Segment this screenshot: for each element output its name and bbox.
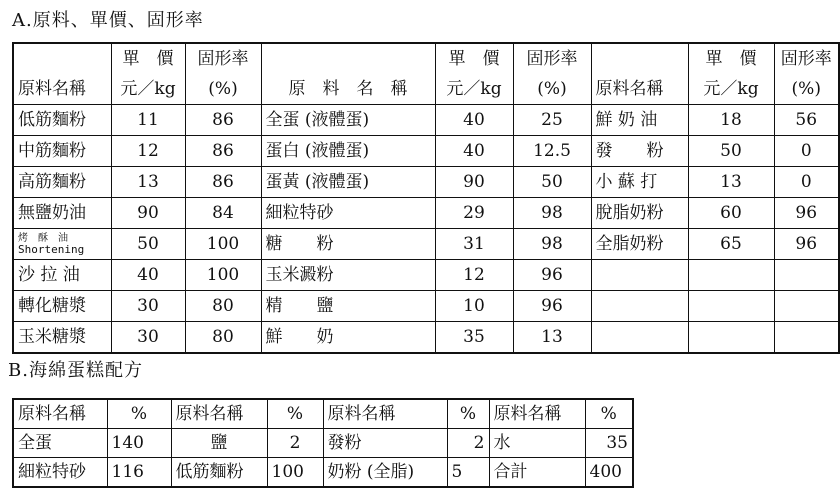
empty-cell — [774, 260, 839, 291]
pct-header: % — [107, 399, 171, 429]
table-row — [13, 105, 839, 136]
solid-cell: 12.5 — [513, 136, 591, 167]
price-cell: 90 — [111, 198, 185, 229]
ingredient-name: 發 粉 — [591, 136, 688, 167]
recipe-pct: 140 — [107, 429, 171, 458]
recipe-ingredient: 鹽 — [171, 429, 267, 458]
recipe-ingredient: 低筋麵粉 — [171, 458, 267, 488]
section-b-title: B.海綿蛋糕配方 — [8, 360, 143, 381]
ingredient-name: 糖 粉 — [261, 229, 435, 260]
solid-cell: 56 — [774, 105, 839, 136]
solid-cell: 100 — [185, 260, 261, 291]
header-row-bottom — [13, 74, 839, 105]
solid-cell: 96 — [513, 291, 591, 322]
ingredient-name: 蛋白 (液體蛋) — [261, 136, 435, 167]
solid-cell: 86 — [185, 136, 261, 167]
ingredient-name — [13, 229, 111, 260]
solid-header: 固形率 — [774, 43, 839, 74]
price-cell: 60 — [688, 198, 774, 229]
table-row — [13, 198, 839, 229]
recipe-pct: 2 — [267, 429, 323, 458]
recipe-pct: 5 — [447, 458, 489, 488]
price-unit-header: 元／kg — [111, 74, 185, 105]
solid-header: 固形率 — [185, 43, 261, 74]
solid-cell: 80 — [185, 291, 261, 322]
recipe-ingredient: 全蛋 — [13, 429, 107, 458]
solid-cell: 50 — [513, 167, 591, 198]
solid-cell: 86 — [185, 105, 261, 136]
ingredient-name: 全蛋 (液體蛋) — [261, 105, 435, 136]
name-header: 原料名稱 — [323, 399, 447, 429]
price-cell: 65 — [688, 229, 774, 260]
price-cell: 50 — [688, 136, 774, 167]
ingredient-name: 鮮 奶 — [261, 322, 435, 354]
name-header: 原料名稱 — [13, 74, 111, 105]
solid-cell: 86 — [185, 167, 261, 198]
header-blank — [261, 43, 435, 74]
price-cell: 29 — [435, 198, 513, 229]
solid-cell: 98 — [513, 229, 591, 260]
price-cell: 90 — [435, 167, 513, 198]
empty-cell — [591, 291, 688, 322]
pct-header: % — [585, 399, 633, 429]
header-row-top — [13, 43, 839, 74]
empty-cell — [774, 291, 839, 322]
solid-cell: 25 — [513, 105, 591, 136]
solid-cell: 98 — [513, 198, 591, 229]
ingredient-name: 無鹽奶油 — [13, 198, 111, 229]
empty-cell — [591, 260, 688, 291]
recipe-ingredient: 合計 — [489, 458, 585, 488]
price-cell: 12 — [111, 136, 185, 167]
solid-cell: 96 — [774, 198, 839, 229]
recipe-pct: 35 — [585, 429, 633, 458]
name-header: 原料名稱 — [171, 399, 267, 429]
solid-unit-header: (%) — [513, 74, 591, 105]
price-cell: 13 — [688, 167, 774, 198]
price-cell: 30 — [111, 322, 185, 354]
ingredient-name: 鮮 奶 油 — [591, 105, 688, 136]
name-header: 原料名稱 — [591, 74, 688, 105]
price-cell: 11 — [111, 105, 185, 136]
solid-cell: 84 — [185, 198, 261, 229]
header-blank — [13, 43, 111, 74]
empty-cell — [591, 322, 688, 354]
pct-header: % — [267, 399, 323, 429]
ingredient-name-en: Shortening — [18, 242, 85, 256]
ingredient-name: 沙 拉 油 — [13, 260, 111, 291]
name-header: 原料名稱 — [489, 399, 585, 429]
price-cell: 30 — [111, 291, 185, 322]
price-cell: 13 — [111, 167, 185, 198]
ingredient-name: 精 鹽 — [261, 291, 435, 322]
solid-cell: 96 — [513, 260, 591, 291]
recipe-row — [13, 458, 633, 488]
price-header: 單 價 — [111, 43, 185, 74]
price-cell: 10 — [435, 291, 513, 322]
solid-cell: 13 — [513, 322, 591, 354]
recipe-header-row — [13, 399, 633, 429]
price-unit-header: 元／kg — [688, 74, 774, 105]
name-header: 原料名稱 — [13, 399, 107, 429]
empty-cell — [688, 291, 774, 322]
name-header: 原 料 名 稱 — [261, 74, 435, 105]
ingredient-name: 低筋麵粉 — [13, 105, 111, 136]
empty-cell — [774, 322, 839, 354]
table-row — [13, 167, 839, 198]
price-cell: 40 — [111, 260, 185, 291]
solid-unit-header: (%) — [185, 74, 261, 105]
recipe-pct: 116 — [107, 458, 171, 488]
ingredient-name: 中筋麵粉 — [13, 136, 111, 167]
ingredient-price-table — [12, 42, 840, 354]
ingredient-name: 轉化糖漿 — [13, 291, 111, 322]
recipe-ingredient: 細粒特砂 — [13, 458, 107, 488]
solid-cell: 0 — [774, 136, 839, 167]
price-cell: 50 — [111, 229, 185, 260]
table-row — [13, 291, 839, 322]
price-cell: 18 — [688, 105, 774, 136]
ingredient-name-cn: 烤 酥 油 — [18, 232, 68, 244]
price-header: 單 價 — [688, 43, 774, 74]
price-cell: 12 — [435, 260, 513, 291]
solid-unit-header: (%) — [774, 74, 839, 105]
price-cell: 40 — [435, 105, 513, 136]
section-a-title: A.原料、單價、固形率 — [12, 10, 204, 31]
recipe-ingredient: 發粉 — [323, 429, 447, 458]
empty-cell — [688, 260, 774, 291]
recipe-pct: 100 — [267, 458, 323, 488]
sponge-cake-recipe-table — [12, 398, 634, 488]
ingredient-name: 蛋黃 (液體蛋) — [261, 167, 435, 198]
table-row — [13, 136, 839, 167]
recipe-pct: 400 — [585, 458, 633, 488]
ingredient-name: 高筋麵粉 — [13, 167, 111, 198]
solid-header: 固形率 — [513, 43, 591, 74]
ingredient-name: 全脂奶粉 — [591, 229, 688, 260]
ingredient-name: 玉米糖漿 — [13, 322, 111, 354]
recipe-ingredient: 奶粉 (全脂) — [323, 458, 447, 488]
table-row — [13, 260, 839, 291]
price-header: 單 價 — [435, 43, 513, 74]
ingredient-name: 小 蘇 打 — [591, 167, 688, 198]
price-unit-header: 元／kg — [435, 74, 513, 105]
table-row — [13, 229, 839, 260]
pct-header: % — [447, 399, 489, 429]
price-cell: 35 — [435, 322, 513, 354]
price-cell: 31 — [435, 229, 513, 260]
header-blank — [591, 43, 688, 74]
solid-cell: 96 — [774, 229, 839, 260]
table-row — [13, 322, 839, 354]
solid-cell: 0 — [774, 167, 839, 198]
ingredient-name: 細粒特砂 — [261, 198, 435, 229]
solid-cell: 100 — [185, 229, 261, 260]
solid-cell: 80 — [185, 322, 261, 354]
ingredient-name: 玉米澱粉 — [261, 260, 435, 291]
recipe-row — [13, 429, 633, 458]
empty-cell — [688, 322, 774, 354]
recipe-pct: 2 — [447, 429, 489, 458]
ingredient-name: 脫脂奶粉 — [591, 198, 688, 229]
recipe-ingredient: 水 — [489, 429, 585, 458]
price-cell: 40 — [435, 136, 513, 167]
